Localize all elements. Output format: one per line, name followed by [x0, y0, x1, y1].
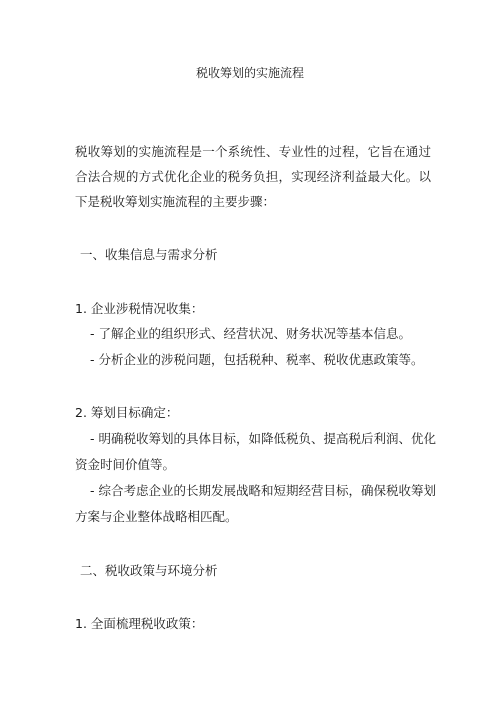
list-item: - 综合考虑企业的长期发展战略和短期经营目标，确保税收筹划 — [90, 483, 436, 498]
section-heading-2: 二、税收政策与环境分析 — [80, 563, 218, 578]
list-item: - 明确税收筹划的具体目标，如降低税负、提高税后利润、优化 — [90, 431, 436, 446]
list-item: - 分析企业的涉税问题，包括税种、税率、税收优惠政策等。 — [90, 352, 424, 367]
item-title-1-1: 1. 企业涉税情况收集： — [75, 301, 204, 316]
document-title: 税收筹划的实施流程 — [195, 66, 304, 80]
list-item-continuation: 方案与企业整体战略相匹配。 — [75, 509, 238, 524]
intro-paragraph: 税收筹划的实施流程是一个系统性、专业性的过程，它旨在通过合法合规的方式优化企业的税务负担，实现经济利益最大化。以下是税收筹划实施流程的主要步骤： — [75, 144, 431, 209]
list-item: - 了解企业的组织形式、经营状况、财务状况等基本信息。 — [90, 326, 411, 341]
section-heading-1: 一、收集信息与需求分析 — [80, 247, 218, 262]
item-title-1-2: 2. 筹划目标确定： — [75, 405, 179, 420]
item-title-2-1: 1. 全面梳理税收政策： — [75, 616, 204, 631]
list-item-continuation: 资金时间价值等。 — [75, 457, 176, 472]
